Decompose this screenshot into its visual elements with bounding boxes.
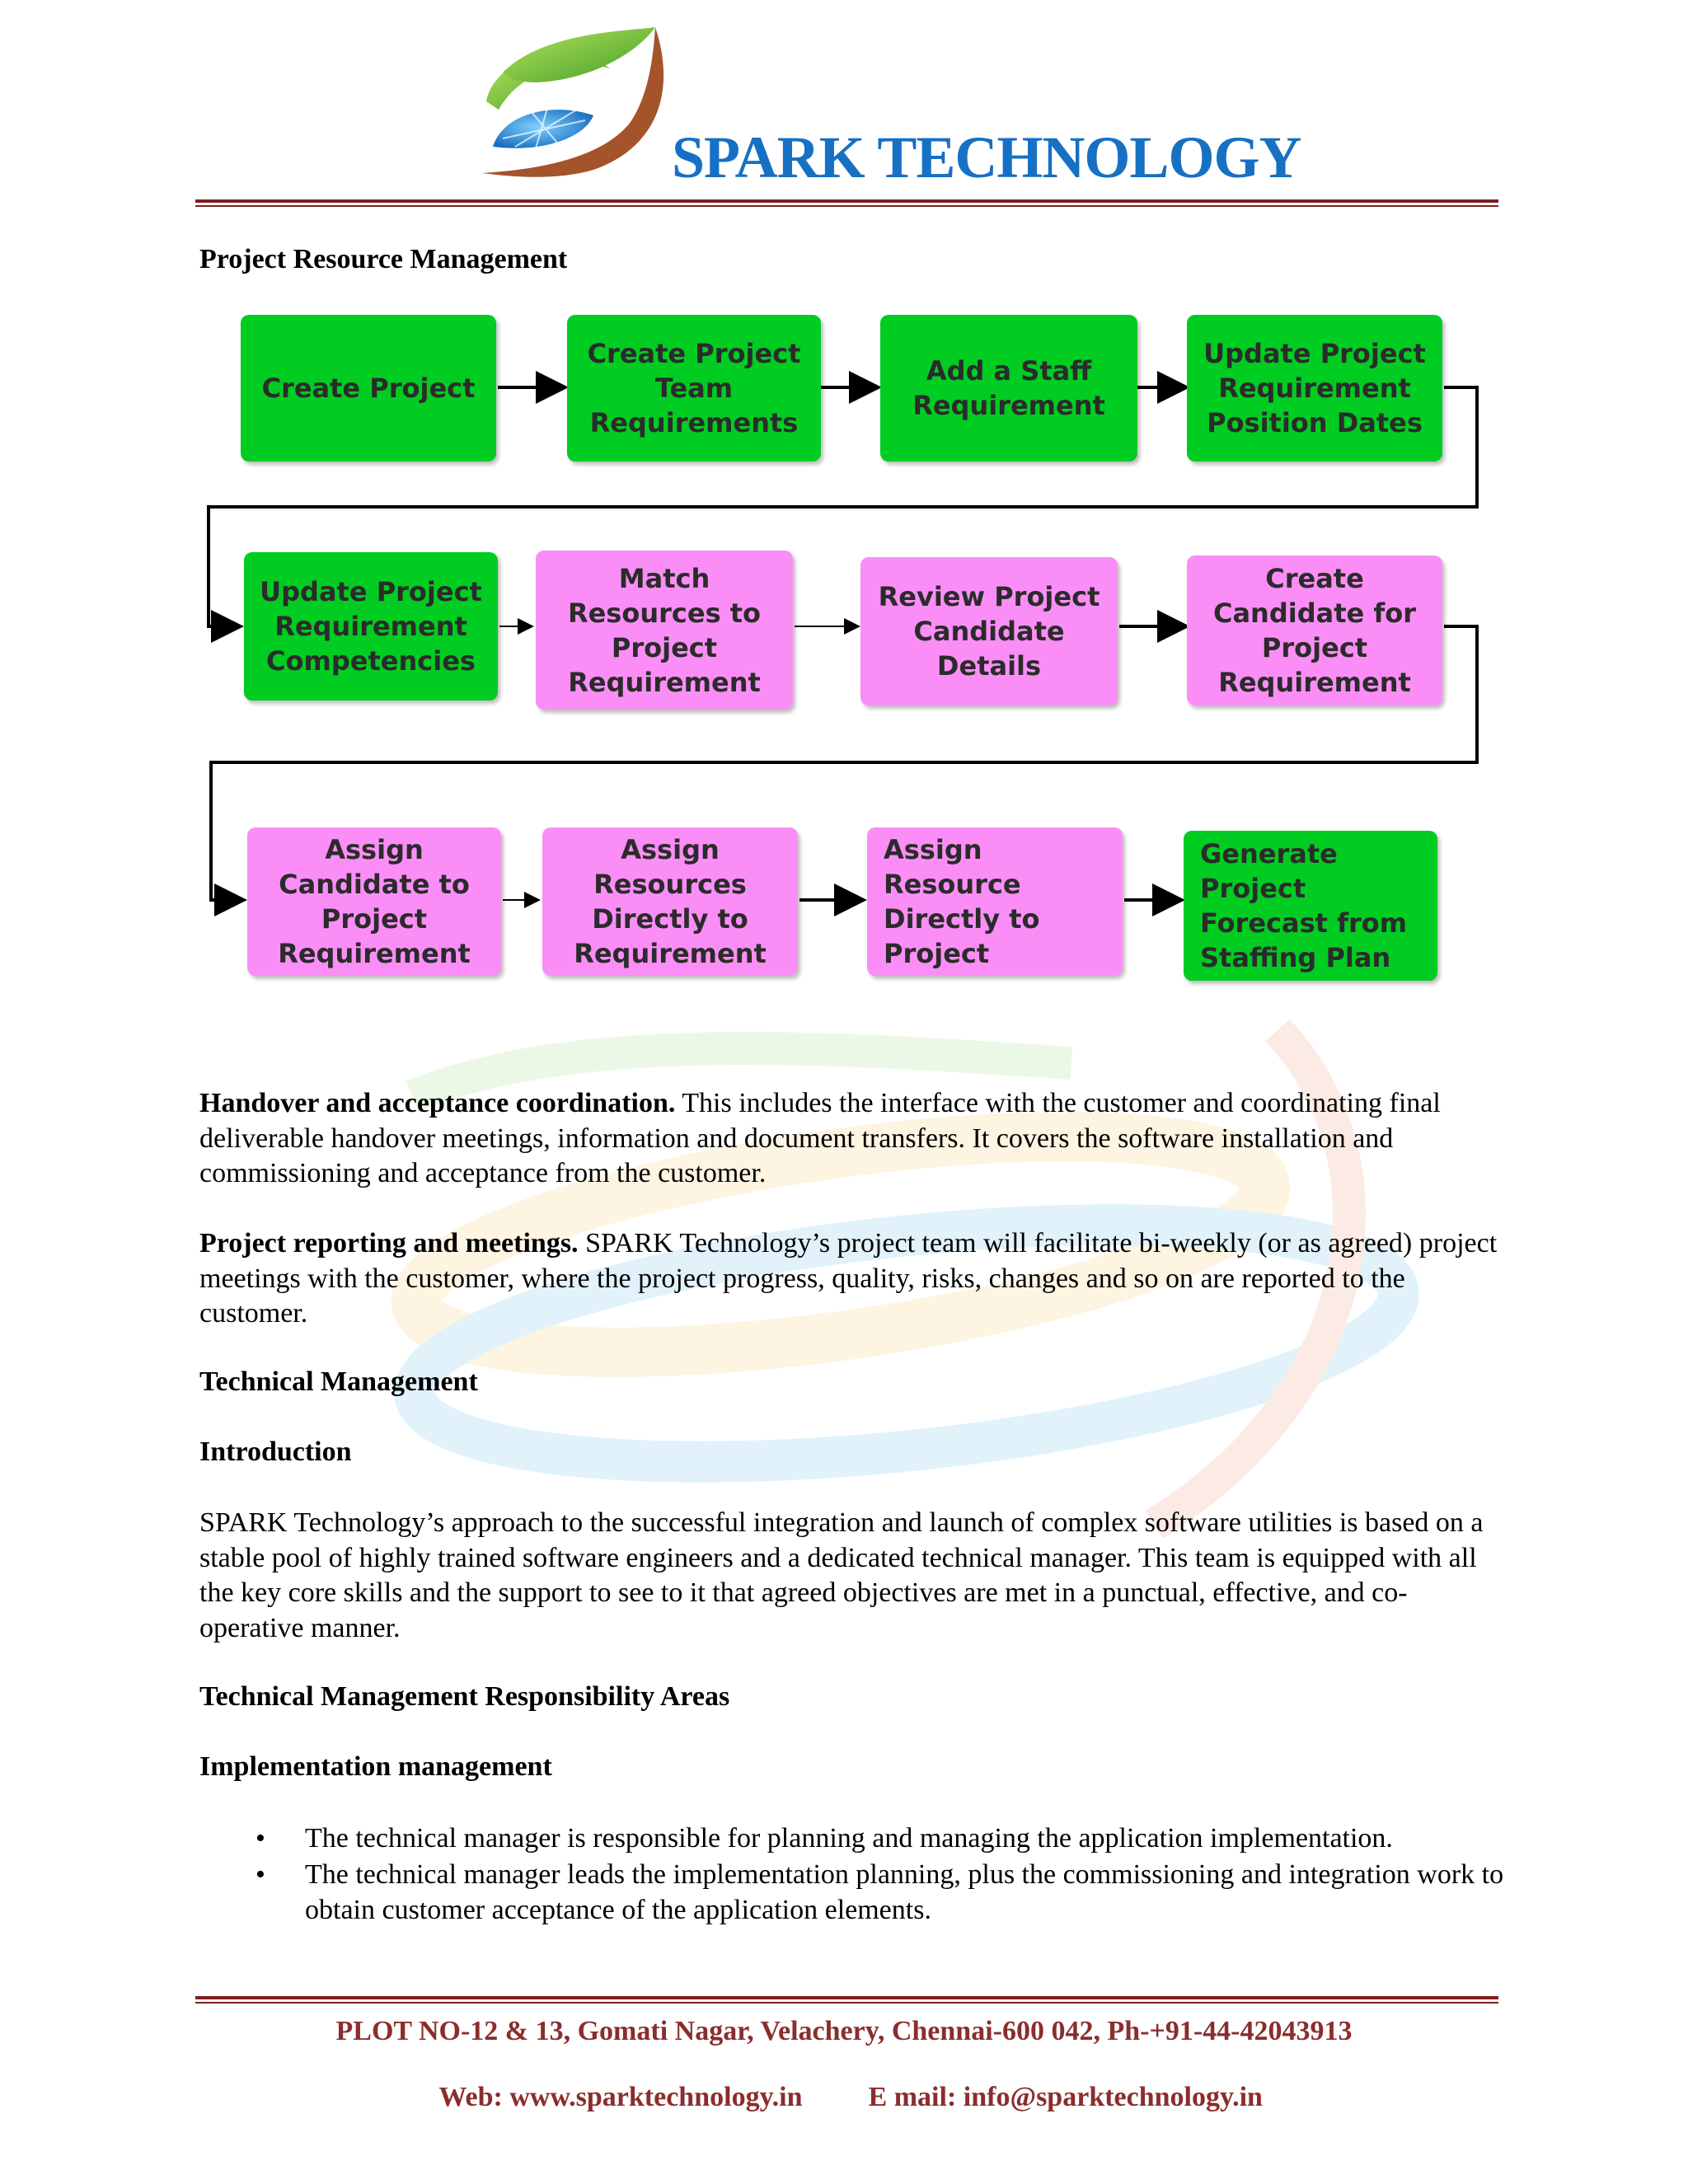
flow-node-assign-candidate: Assign Candidate to Project Requirement (247, 827, 501, 976)
flow-node-review-candidate: Review Project Candidate Details (860, 557, 1118, 705)
flow-node-create-project-team-requirements: Create Project Team Requirements (567, 315, 821, 462)
flow-node-assign-resource-project: Assign Resource Directly to Project (867, 827, 1123, 976)
heading-introduction: Introduction (199, 1436, 352, 1467)
heading-responsibility-areas: Technical Management Responsibility Areas (199, 1681, 730, 1712)
flow-node-add-staff-requirement: Add a Staff Requirement (880, 315, 1137, 462)
header-rule-thin (195, 205, 1498, 207)
footer-contact (0, 2050, 1688, 2113)
header-rule (195, 199, 1498, 203)
footer-web[interactable]: Web: www.sparktechnology.in (438, 2082, 803, 2112)
heading-implementation-management: Implementation management (199, 1751, 552, 1782)
paragraph-handover (199, 1086, 1502, 1192)
paragraph-reporting-lead: Project reporting and meetings. (199, 1228, 579, 1258)
bullet-icon: • (256, 1823, 265, 1854)
footer-email[interactable]: E mail: info@sparktechnology.in (868, 2082, 1263, 2112)
heading-technical-management: Technical Management (199, 1366, 478, 1397)
company-logo (470, 23, 676, 184)
paragraph-handover-text: This includes the interface with the customer and coordinating final deliverable handover meetings, information and document transfers. It covers the software installation and commissioning and acceptance from the customer. (199, 1088, 1441, 1188)
flow-node-create-candidate: Create Candidate for Project Requirement (1187, 555, 1442, 705)
paragraph-reporting-text: SPARK Technology’s project team will facilitate bi-weekly (or as agreed) project meetings with the customer, where the project progress, quality, risks, changes and so on are reported to the customer. (199, 1228, 1498, 1329)
flow-node-match-resources: Match Resources to Project Requirement (536, 551, 793, 710)
paragraph-introduction: SPARK Technology’s approach to the successful integration and launch of complex software utilities is based on a stable pool of highly trained software engineers and a dedicated technical manager. This team is equipped with all the key core skills and the support to see to it that agreed objectives are met in a punctual, effective, and co-operative manner. (199, 1507, 1484, 1643)
flow-node-create-project: Create Project (241, 315, 496, 462)
footer-rule (195, 1996, 1498, 1999)
flow-node-assign-resources-requirement: Assign Resources Directly to Requirement (542, 827, 798, 976)
company-name: SPARK TECHNOLOGY (672, 124, 1301, 190)
bullet-icon: • (256, 1859, 265, 1890)
bullet-item (199, 1858, 1502, 1932)
flow-node-generate-forecast: Generate Project Forecast from Staffing Plan (1184, 831, 1437, 981)
bullet-text: The technical manager is responsible for planning and managing the application implementation. (305, 1823, 1393, 1854)
section-title: Project Resource Management (199, 244, 568, 274)
bullet-item (199, 1821, 1502, 1858)
footer-address: PLOT NO-12 & 13, Gomati Nagar, Velachery, Chennai-600 042, Ph-+91-44-42043913 (335, 2016, 1353, 2046)
bullet-text: The technical manager leads the implementation planning, plus the commissioning and integration work to obtain customer acceptance of the application elements. (305, 1859, 1504, 1925)
flow-node-update-position-dates: Update Project Requirement Position Dates (1187, 315, 1442, 462)
paragraph-reporting (199, 1226, 1502, 1332)
footer-rule-thin (195, 2002, 1498, 2004)
paragraph-handover-lead: Handover and acceptance coordination. (199, 1088, 676, 1118)
flow-node-update-competencies: Update Project Requirement Competencies (244, 552, 498, 701)
